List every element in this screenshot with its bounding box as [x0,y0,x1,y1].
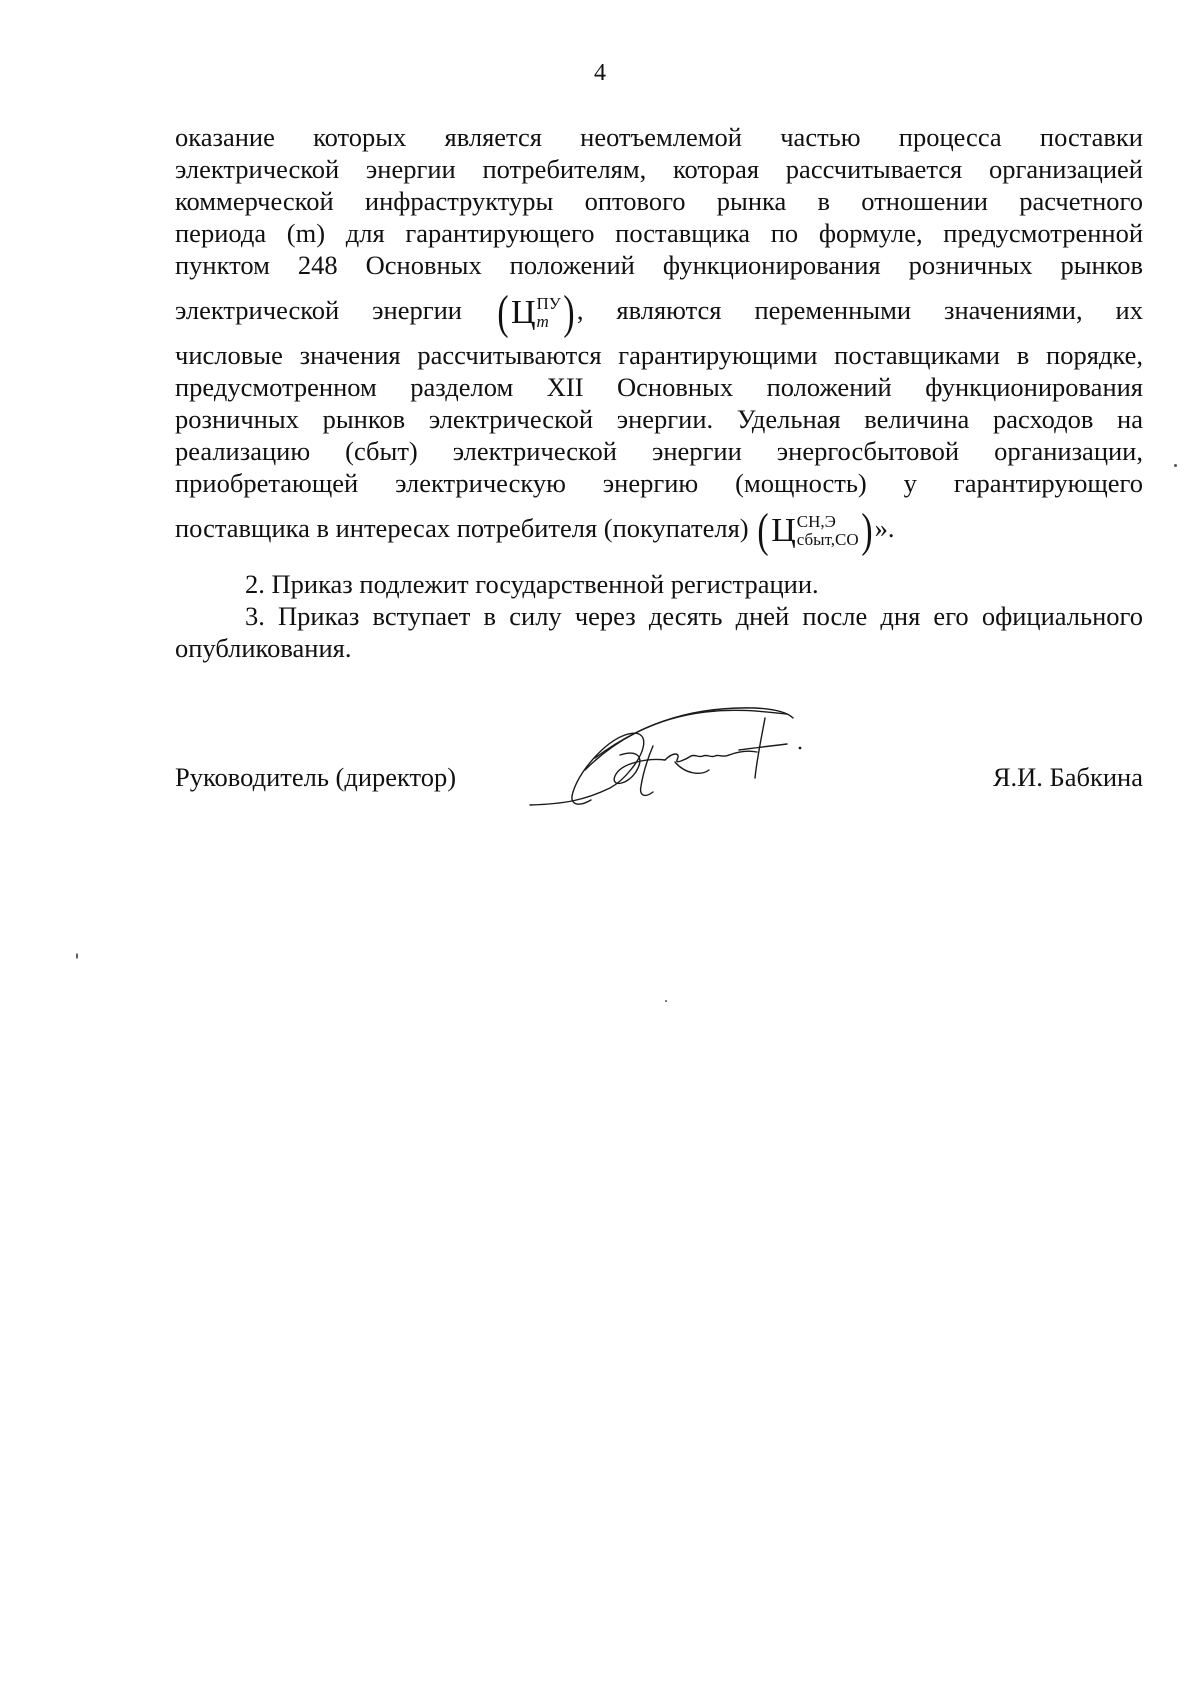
body-line: реализацию (сбыт) электрической энергии энергосбытовой организации, [175,436,1143,466]
scan-speck [1174,464,1177,467]
right-paren: ) [563,285,575,339]
scan-speck [76,953,78,959]
signatory-title: Руководитель (директор) [175,762,457,792]
body-line: розничных рынков электрической энергии. Удельная величина расходов на [175,404,1143,434]
left-paren: ( [497,285,509,339]
body-line: приобретающей электрическую энергию (мощность) у гарантирующего [175,468,1143,498]
body-line-pre: поставщика в интересах потребителя (покупателя) [175,513,749,543]
body-line-with-formula [175,499,1143,557]
body-line-with-formula [175,281,1143,339]
clause-3 [175,600,1143,664]
body-line: коммерческой инфраструктуры оптового рынка в отношении расчетного [175,186,1143,216]
body-line: предусмотренном разделом XII Основных положений функционирования [175,372,1143,402]
formula-superscript: ПУ [536,293,561,313]
body-line: оказание которых является неотъемлемой частью процесса поставки [175,122,1143,152]
clause-2 [175,568,1143,600]
formula-price-pu [495,285,577,339]
body-line-pre: электрической энергии [175,295,462,325]
formula-letter: Ц [771,511,796,549]
clause-2-text: 2. Приказ подлежит государственной регистрации. [245,569,819,599]
body-line: пунктом 248 Основных положений функционирования розничных рынков [175,250,1143,280]
formula-price-sbyt [755,503,874,557]
formula-indices [797,513,859,549]
formula-subscript: сбыт,СО [796,529,859,549]
page-number: 4 [594,60,606,86]
signatory-name: Я.И. Бабкина [992,762,1143,792]
formula-indices [537,295,561,331]
left-paren: ( [757,503,769,557]
body-line-post: , являются переменными значениями, их [576,295,1143,325]
scan-speck [665,1000,667,1002]
formula-letter: Ц [510,293,536,331]
body-line-post: ». [874,513,895,543]
handwritten-signature [525,700,855,820]
right-paren: ) [861,503,873,557]
clause-3-line1-text: 3. Приказ вступает в силу через десять дней после дня его официального [245,601,1143,631]
body-line: электрической энергии потребителям, которая рассчитывается организацией [175,154,1143,184]
formula-superscript: СН,Э [796,511,836,531]
body-paragraph [175,121,1143,557]
body-line: периода (m) для гарантирующего поставщика по формуле, предусмотренной [175,218,1143,248]
formula-subscript: m [536,311,549,331]
clause-3-line: опубликования. [175,633,352,663]
clause-3-line [175,600,1143,632]
body-line: числовые значения рассчитываются гарантирующими поставщиками в порядке, [175,340,1143,370]
